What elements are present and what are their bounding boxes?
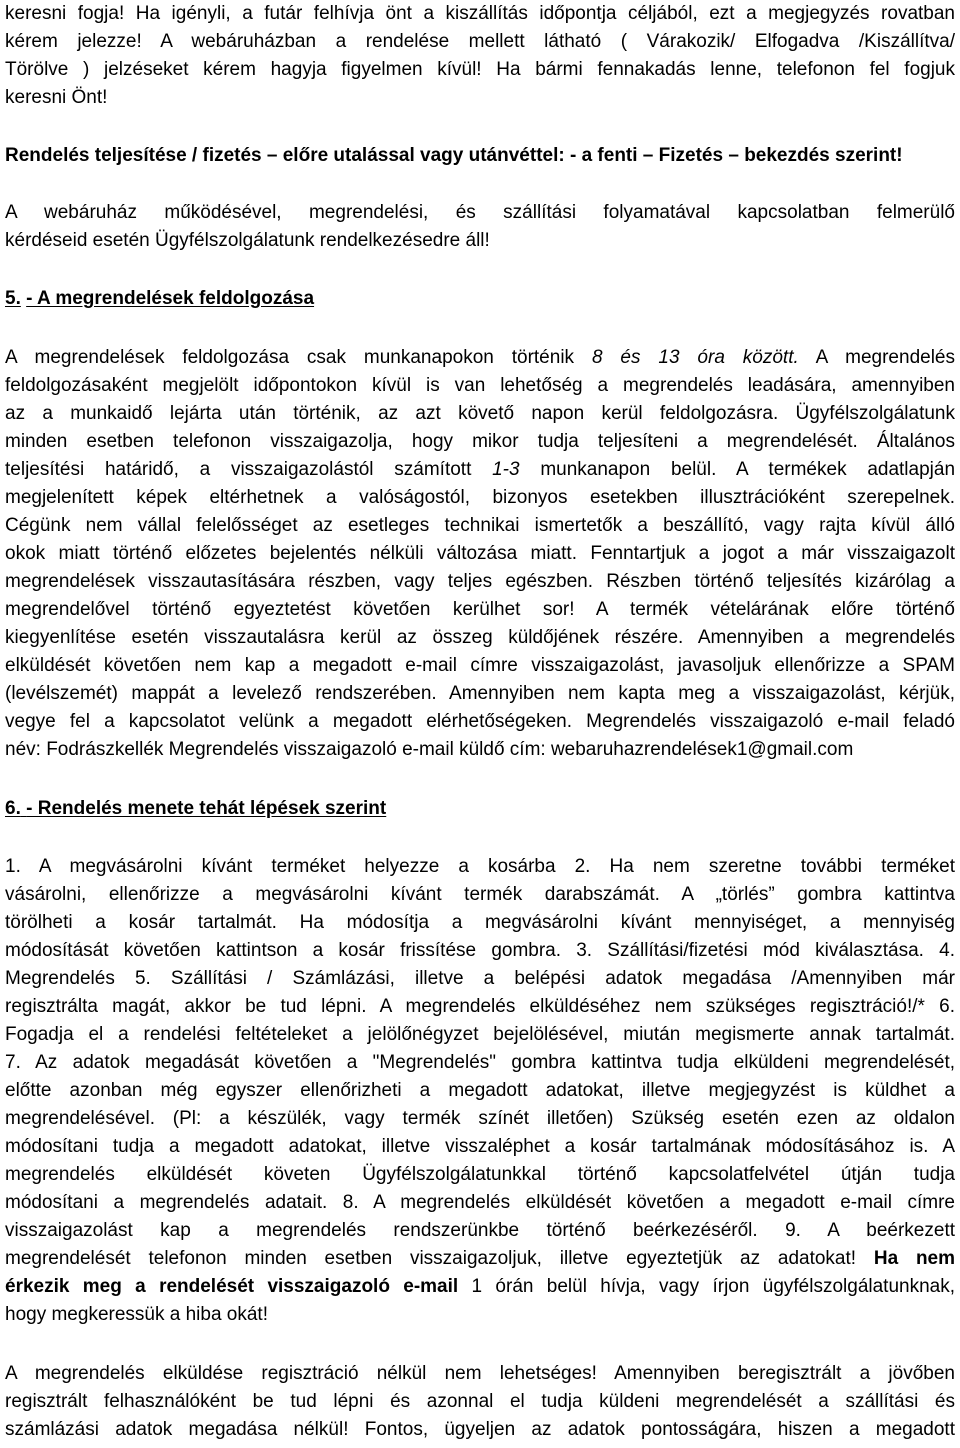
text-segment: teljesítési határidő, a visszaigazolástól számított (5, 459, 493, 480)
text-line: megrendelésével. (Pl: a készülék, vagy termék színét illetően) Szükség esetén ezen az oldalon (5, 1108, 955, 1129)
text-line: (levélszemét) mappát a levelező rendszerében. Amennyiben nem kapta meg a visszaigazolást, kérjük, (5, 683, 955, 704)
section-5-heading (5, 285, 955, 313)
payment-note (5, 142, 955, 170)
text-segment: megrendelését telefonon minden esetben visszaigazoljuk, illetve egyeztetjük az adatokat! (5, 1248, 874, 1269)
text-line: megjelenített képek eltérhetnek a valóságostól, bizonyos esetekben illusztrációként szerepelnek. (5, 487, 955, 508)
text-line: Megrendelés 5. Szállítási / Számlázási, illetve a belépési adatok megadása /Amennyiben már (5, 968, 955, 989)
text-segment: A megrendelés (798, 347, 955, 368)
text-segment: munkanapon belül. A termékek adatlapján (519, 459, 955, 480)
text-line: Fogadja el a rendelési feltételeket a jelölőnégyzet bejelölésével, miután megismerte annak tartalmát. (5, 1024, 955, 1045)
text-line: kiegyenlítése esetén visszautalásra kerül az összeg küldőjének részére. Amennyiben a megrendelés (5, 627, 955, 648)
text-line: visszaigazolást kap a megrendelés rendszerünkbe történő beérkezéséről. 9. A beérkezett (5, 1220, 955, 1241)
text-line: 7. Az adatok megadását követően a "Megrendelés" gombra kattintva tudja elküldeni megrendelését, (5, 1052, 955, 1073)
bold-text: Ha nem (873, 1248, 955, 1269)
text-segment: 1 órán belül hívja, vagy írjon ügyfélszolgálatunknak, (458, 1276, 955, 1297)
delivery-note-paragraph (5, 0, 955, 112)
section-heading-underlined (5, 798, 386, 819)
text-line: módosítását követően kattintson a kosár frissítése gombra. 3. Szállítási/fizetési mód kiválasztása. 4. (5, 940, 955, 961)
text-line: feldolgozásaként megjelölt időpontokon kívül is van lehetőség a megrendelés leadására, amennyiben (5, 375, 955, 396)
text-line: keresni Önt! (5, 87, 108, 108)
italic-text: 8 és 13 óra között. (591, 347, 799, 368)
text-line (5, 344, 955, 372)
text-line: 1. A megvásárolni kívánt terméket helyezze a kosárba 2. Ha nem szeretne további terméket (5, 856, 955, 877)
text-line: megrendelések visszautasítására részben, vagy teljes egészben. Részben történő teljesítés kizárólag a (5, 571, 955, 592)
text-line: Cégünk nem vállal felelősséget az esetleges technikai ismertetők a beszállító, vagy rajta kívül álló (5, 515, 955, 536)
section-6-paragraph (5, 853, 955, 1329)
text-line: vegye fel a kapcsolatot velünk a megadott elérhetőségeken. Megrendelés visszaigazoló e-mail feladó (5, 711, 955, 732)
text-line: kérdéseid esetén Ügyfélszolgálatunk rendelkezésedre áll! (5, 230, 490, 251)
bold-text: érkezik meg a rendelését visszaigazoló e-mail (5, 1276, 459, 1297)
text-line: módosítani a megrendelés adatait. 8. A megrendelés elküldését követően a megadott e-mail címre (5, 1192, 955, 1213)
text-line: keresni fogja! Ha igényli, a futár felhívja önt a kiszállítás időpontja céljából, ezt a megjegyzés rovatban (5, 3, 955, 24)
support-paragraph (5, 199, 955, 255)
text-line: vásárolni, ellenőrizze a megvásárolni kívánt termék darabszámát. A „törlés” gombra kattintva (5, 884, 955, 905)
text-line (5, 1273, 955, 1301)
section-5-paragraph (5, 344, 955, 764)
text-line: A webáruház működésével, megrendelési, és szállítási folyamatával kapcsolatban felmerülő (5, 202, 955, 223)
heading-line (5, 285, 955, 313)
text-line: hogy megkeressük a hiba okát! (5, 1304, 268, 1325)
text-line: megrendelővel történő egyeztetést követően kerülhet sor! A termék vételárának előre történő (5, 599, 955, 620)
registration-paragraph (5, 1360, 955, 1444)
text-line: okok miatt történő előzetes bejelentés nélküli változása miatt. Fenntartjuk a jogot a már visszaigazolt (5, 543, 955, 564)
text-line: számlázási adatok megadása nélkül! Fontos, ügyeljen az adatok pontosságára, hiszen a megadott (5, 1419, 955, 1440)
text-line: megrendelés elküldését követen Ügyfélszolgálatunkkal történő kapcsolatfelvétel útján tudja (5, 1164, 955, 1185)
text-line (5, 736, 955, 764)
text-line: módosítani tudja a megadott adatokat, illetve visszaléphet a kosár tartalmának módosításához is. A (5, 1136, 955, 1157)
text-line: az a munkaidő lejárta után történik, az azt követő napon kerül feldolgozásra. Ügyfélszolgálatunk (5, 403, 955, 424)
italic-text: 1-3 (492, 459, 520, 480)
text-line: minden esetben telefonon visszaigazolja, hogy mikor tudja teljesíteni a megrendelését. Általános (5, 431, 955, 452)
heading-line (5, 795, 955, 823)
section-title: - Rendelés menete tehát lépések szerint (26, 798, 387, 819)
text-line: Törölve ) jelzéseket kérem hagyja figyelmen kívül! Ha bármi fennakadás lenne, telefonon fel fogjuk (5, 59, 955, 80)
text-segment: név: Fodrászkellék Megrendelés visszaigazoló e-mail küldő cím: (5, 739, 551, 760)
text-line: A megrendelés elküldése regisztráció nélkül nem lehetséges! Amennyiben beregisztrált a jövőben (5, 1363, 955, 1384)
payment-note-text: Rendelés teljesítése / fizetés – előre utalással vagy utánvéttel: - a fenti – Fizetés – bekezdés szerint! (5, 145, 903, 166)
text-line: elküldését követően nem kap a megadott e-mail címre visszaigazolást, javasoljuk ellenőrizze a SPAM (5, 655, 955, 676)
section-title: - A megrendelések feldolgozása (26, 288, 315, 309)
text-line: törölheti a kosár tartalmát. Ha módosítja a megvásárolni kívánt mennyiséget, a mennyiség (5, 912, 955, 933)
section-6-heading (5, 795, 955, 823)
section-number: 5. (5, 288, 21, 309)
text-line: regisztrálta magát, akkor be tud lépni. A megrendelés elküldéséhez nem szükséges regisztráció!/* 6. (5, 996, 955, 1017)
text-line (5, 456, 955, 484)
section-number: 6. (5, 798, 21, 819)
email-address: webaruhazrendelések1@gmail.com (550, 739, 854, 760)
text-line: előtte azonban még egyszer ellenőrizheti a megadott adatokat, illetve megjegyzést is küldhet a (5, 1080, 955, 1101)
text-line (5, 1245, 955, 1273)
text-line: kérem jelezze! A webáruházban a rendelése mellett látható ( Várakozik/ Elfogadva /Kiszállítva/ (5, 31, 955, 52)
text-segment: A megrendelések feldolgozása csak munkanapokon történik (5, 347, 592, 368)
text-line: regisztrált felhasználóként be tud lépni és azonnal el tudja küldeni megrendelését a szállítási és (5, 1391, 955, 1412)
